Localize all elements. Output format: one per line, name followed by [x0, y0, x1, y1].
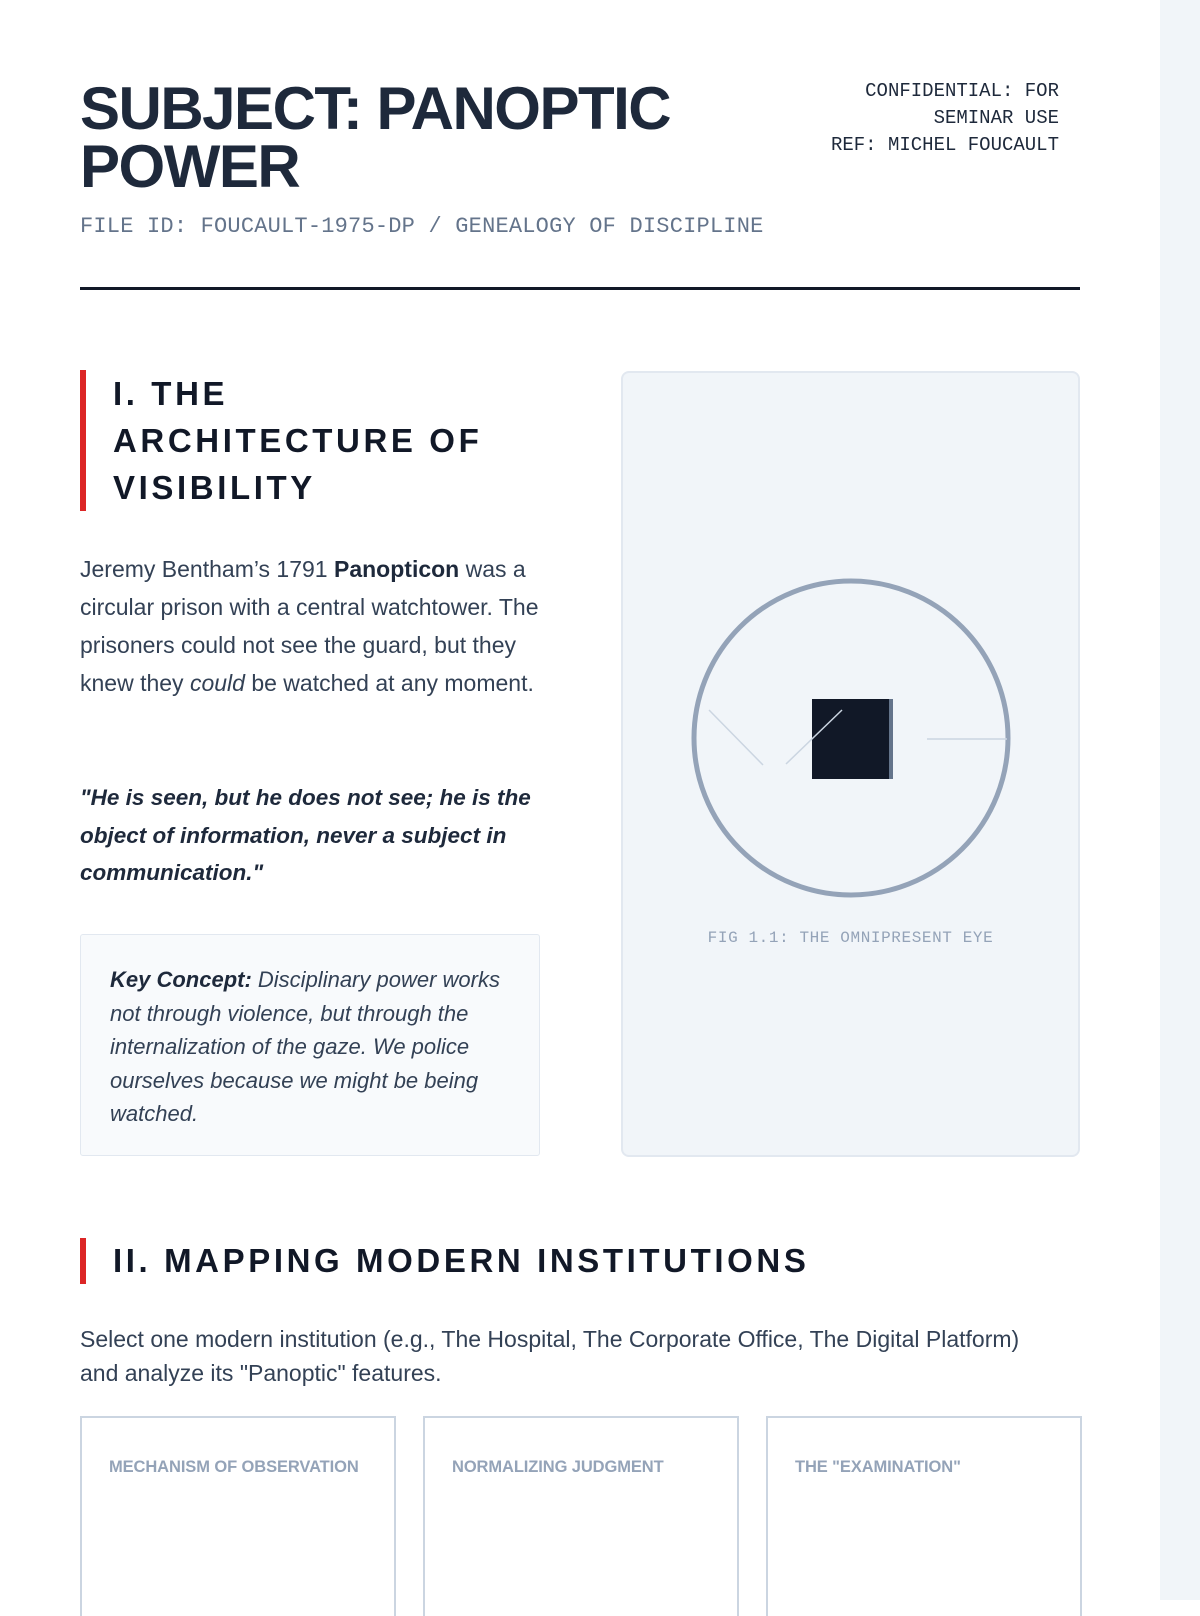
- card-normalizing-judgment[interactable]: [423, 1416, 739, 1616]
- reference-line: REF: MICHEL FOUCAULT: [830, 134, 1059, 156]
- figure-panel: [621, 371, 1080, 1157]
- section-heading-institutions: II. MAPPING MODERN INSTITUTIONS: [80, 1238, 1013, 1284]
- section-instructions: Select one modern institution (e.g., The Hospital, The Corporate Office, The Digital Platform) and analyze its "Panoptic" features.: [80, 1326, 1020, 1386]
- card-mechanism-of-observation[interactable]: [80, 1416, 396, 1616]
- confidential-line: CONFIDENTIAL: FOR: [865, 80, 1059, 102]
- panopticon-diagram-icon: [623, 373, 1078, 1155]
- panopticon-term: Panopticon: [334, 556, 460, 582]
- card-label: THE "EXAMINATION": [795, 1458, 961, 1476]
- figure-caption: FIG 1.1: THE OMNIPRESENT EYE: [707, 929, 994, 947]
- intro-text: Jeremy Bentham’s 1791: [80, 556, 334, 582]
- key-concept-box: [80, 934, 540, 1156]
- key-concept-label: Key Concept:: [110, 967, 252, 992]
- confidential-line: SEMINAR USE: [933, 107, 1059, 129]
- card-label: NORMALIZING JUDGMENT: [452, 1458, 664, 1476]
- emphasis-could: could: [189, 670, 245, 696]
- sightline-left: [709, 710, 763, 765]
- file-id: FILE ID: FOUCAULT-1975-DP / GENEALOGY OF DISCIPLINE: [80, 214, 764, 239]
- confidential-note: [799, 78, 1059, 159]
- card-the-examination[interactable]: [766, 1416, 1082, 1616]
- intro-text: was a circular prison with a central watchtower. The prisoners could not see the guard, but they knew they: [80, 556, 539, 696]
- central-watchtower: [812, 699, 889, 779]
- intro-text: be watched at any moment.: [244, 670, 534, 696]
- intro-paragraph: [80, 550, 540, 702]
- section-heading-architecture: I. THE ARCHITECTURE OF VISIBILITY: [80, 370, 543, 511]
- key-concept-text: Disciplinary power works not through violence, but through the internalization of the gaze. We police ourselves because we might be being watched.: [110, 967, 500, 1126]
- page-title: SUBJECT: PANOPTIC POWER: [80, 75, 671, 200]
- header-divider: [80, 287, 1080, 290]
- foucault-quote: "He is seen, but he does not see; he is the object of information, never a subject in communication.": [80, 785, 531, 885]
- card-label: MECHANISM OF OBSERVATION: [109, 1458, 359, 1476]
- scrollbar-track[interactable]: [1160, 0, 1200, 1600]
